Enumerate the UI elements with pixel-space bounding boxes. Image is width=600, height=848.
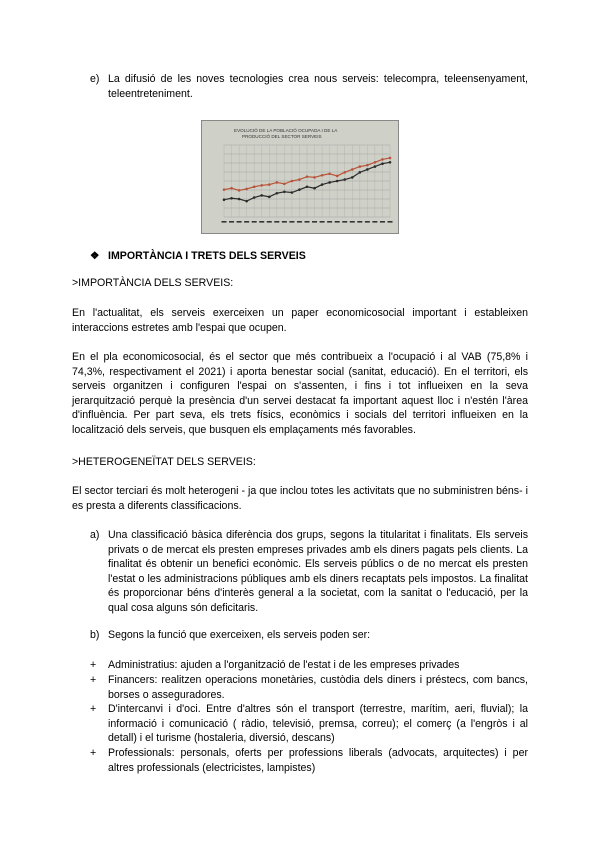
data-point [253, 196, 256, 199]
line-chart [202, 121, 398, 233]
x-tick-mark [365, 221, 370, 223]
x-tick-mark [372, 221, 377, 223]
data-point [359, 171, 362, 174]
x-tick-mark [320, 221, 325, 223]
list-item-a: Una classificació bàsica diferència dos grups, segons la titularitat i finalitats. Els serveis privats o de mercat els presten empreses privades amb els diners pagats pels clients. La finalitat és obtenir un benefici econòmic. Els serveis públics o de no mercat els presten l'estat o les administracions públiques amb els diners recaptats pels impostos. La finalitat és proporcionar béns d'interès general a la societat, com la sanitat o l'educació, per la qual cosa alguns són deficitaris. [108, 529, 528, 614]
data-point [336, 180, 339, 183]
paragraph-2: En el pla economicosocial, és el sector que més contribueix a l'ocupació i al VAB (75,8% i 74,3%, respectivament el 2021) i aporta benestar social (sanitat, educació). En el territori, els serveis organitzen i configuren l'espai on s'assenten, i fins i tot influeixen en la seva jerarquització perquè la presència d'un servei destacat fa important aquest lloc i n'estén l'àrea d'influència. Per part seva, els trets físics, econòmics i socials del territori influeixen en la localització dels serveis, que busquen els emplaçaments més favorables. [72, 351, 528, 436]
x-tick-mark [222, 221, 227, 223]
x-tick-mark [229, 221, 234, 223]
x-tick-mark [237, 221, 242, 223]
data-point [291, 180, 294, 183]
data-point [359, 165, 362, 168]
list-item-b: Segons la funció que exerceixen, els serveis poden ser: [108, 629, 371, 641]
service-type-item: Administratius: ajuden a l'organització de l'estat i de les empreses privades [108, 659, 460, 671]
service-type-item: Professionals: personals, oferts per professions liberals (advocats, arquitectes) i per altres professionals (electricistes, lampistes) [108, 747, 528, 774]
chart-figure [201, 120, 399, 234]
data-point [283, 191, 286, 194]
chart-title-line-1: EVOLUCIÓ DE LA POBLACIÓ OCUPADA I DE LA [234, 128, 338, 133]
x-tick-mark [342, 221, 347, 223]
data-point [343, 171, 346, 174]
list-marker-a: a) [90, 529, 100, 541]
data-point [321, 183, 324, 186]
data-point [343, 178, 346, 181]
data-point [313, 187, 316, 190]
x-tick-mark [282, 221, 287, 223]
x-tick-mark [335, 221, 340, 223]
service-type-item: Financers: realitzen operacions monetàries, custòdia dels diners i préstecs, com bancs, borses o asseguradores. [108, 674, 528, 701]
data-point [328, 181, 331, 184]
chart-x-ticks [222, 221, 393, 223]
data-point [389, 157, 392, 160]
plus-icon: + [90, 659, 97, 671]
data-point [313, 176, 316, 179]
plus-icon: + [90, 674, 97, 686]
x-tick-mark [259, 221, 264, 223]
data-point [351, 176, 354, 179]
list-item-e: La difusió de les noves tecnologies crea nous serveis: telecompra, teleensenyament, teleentreteniment. [108, 73, 528, 100]
data-point [374, 161, 377, 164]
x-tick-mark [289, 221, 294, 223]
heading-bullet-icon: ❖ [90, 250, 100, 262]
data-point [366, 164, 369, 167]
data-point [321, 174, 324, 177]
plus-icon: + [90, 747, 97, 759]
x-tick-mark [244, 221, 249, 223]
data-point [223, 198, 226, 201]
data-point [351, 168, 354, 171]
data-point [245, 200, 248, 203]
paragraph-1: En l'actualitat, els serveis exerceixen un paper economicosocial important i estableixen interaccions estretes amb l'espai que ocupen. [72, 307, 528, 334]
list-marker-b: b) [90, 629, 100, 641]
data-point [238, 189, 241, 192]
data-point [291, 191, 294, 194]
data-point [306, 185, 309, 188]
data-point [306, 175, 309, 178]
list-marker-e: e) [90, 73, 100, 85]
data-point [328, 173, 331, 176]
data-point [389, 161, 392, 164]
x-tick-mark [305, 221, 310, 223]
data-point [245, 188, 248, 191]
service-type-item: D'intercanvi i d'oci. Entre d'altres són el transport (terrestre, marítim, aeri, fluvial); la informació i comunicació ( ràdio, televisió, premsa, correu); el comerç (a l'engròs i al detall) i el turisme (hostaleria, diversió, descans) [108, 703, 528, 745]
x-tick-mark [267, 221, 272, 223]
data-point [230, 187, 233, 190]
x-tick-mark [380, 221, 385, 223]
x-tick-mark [327, 221, 332, 223]
subheading-importance: >IMPORTÀNCIA DELS SERVEIS: [72, 277, 234, 289]
x-tick-mark [274, 221, 279, 223]
x-tick-mark [357, 221, 362, 223]
x-tick-mark [312, 221, 317, 223]
x-tick-mark [350, 221, 355, 223]
x-tick-mark [252, 221, 257, 223]
data-point [268, 183, 271, 186]
data-point [381, 158, 384, 161]
x-tick-mark [297, 221, 302, 223]
data-point [268, 196, 271, 199]
data-point [223, 188, 226, 191]
data-point [283, 183, 286, 186]
data-point [260, 184, 263, 187]
data-point [230, 197, 233, 200]
data-point [374, 165, 377, 168]
paragraph-3: El sector terciari és molt heterogeni - ja que inclou totes les activitats que no subministren béns- i es presta a diferents classificacions. [72, 485, 528, 512]
data-point [238, 198, 241, 201]
data-point [260, 194, 263, 197]
x-tick-mark [388, 221, 393, 223]
data-point [253, 185, 256, 188]
subheading-heterogeneity: >HETEROGENEÏTAT DELS SERVEIS: [72, 456, 256, 468]
data-point [298, 188, 301, 191]
data-point [366, 168, 369, 171]
data-point [276, 192, 279, 195]
chart-title-line-2: PRODUCCIÓ DEL SECTOR SERVEIS [242, 134, 322, 139]
data-point [381, 162, 384, 165]
section-heading: IMPORTÀNCIA I TRETS DELS SERVEIS [108, 250, 306, 262]
plus-icon: + [90, 703, 97, 715]
data-point [276, 181, 279, 184]
data-point [298, 178, 301, 181]
data-point [336, 175, 339, 178]
